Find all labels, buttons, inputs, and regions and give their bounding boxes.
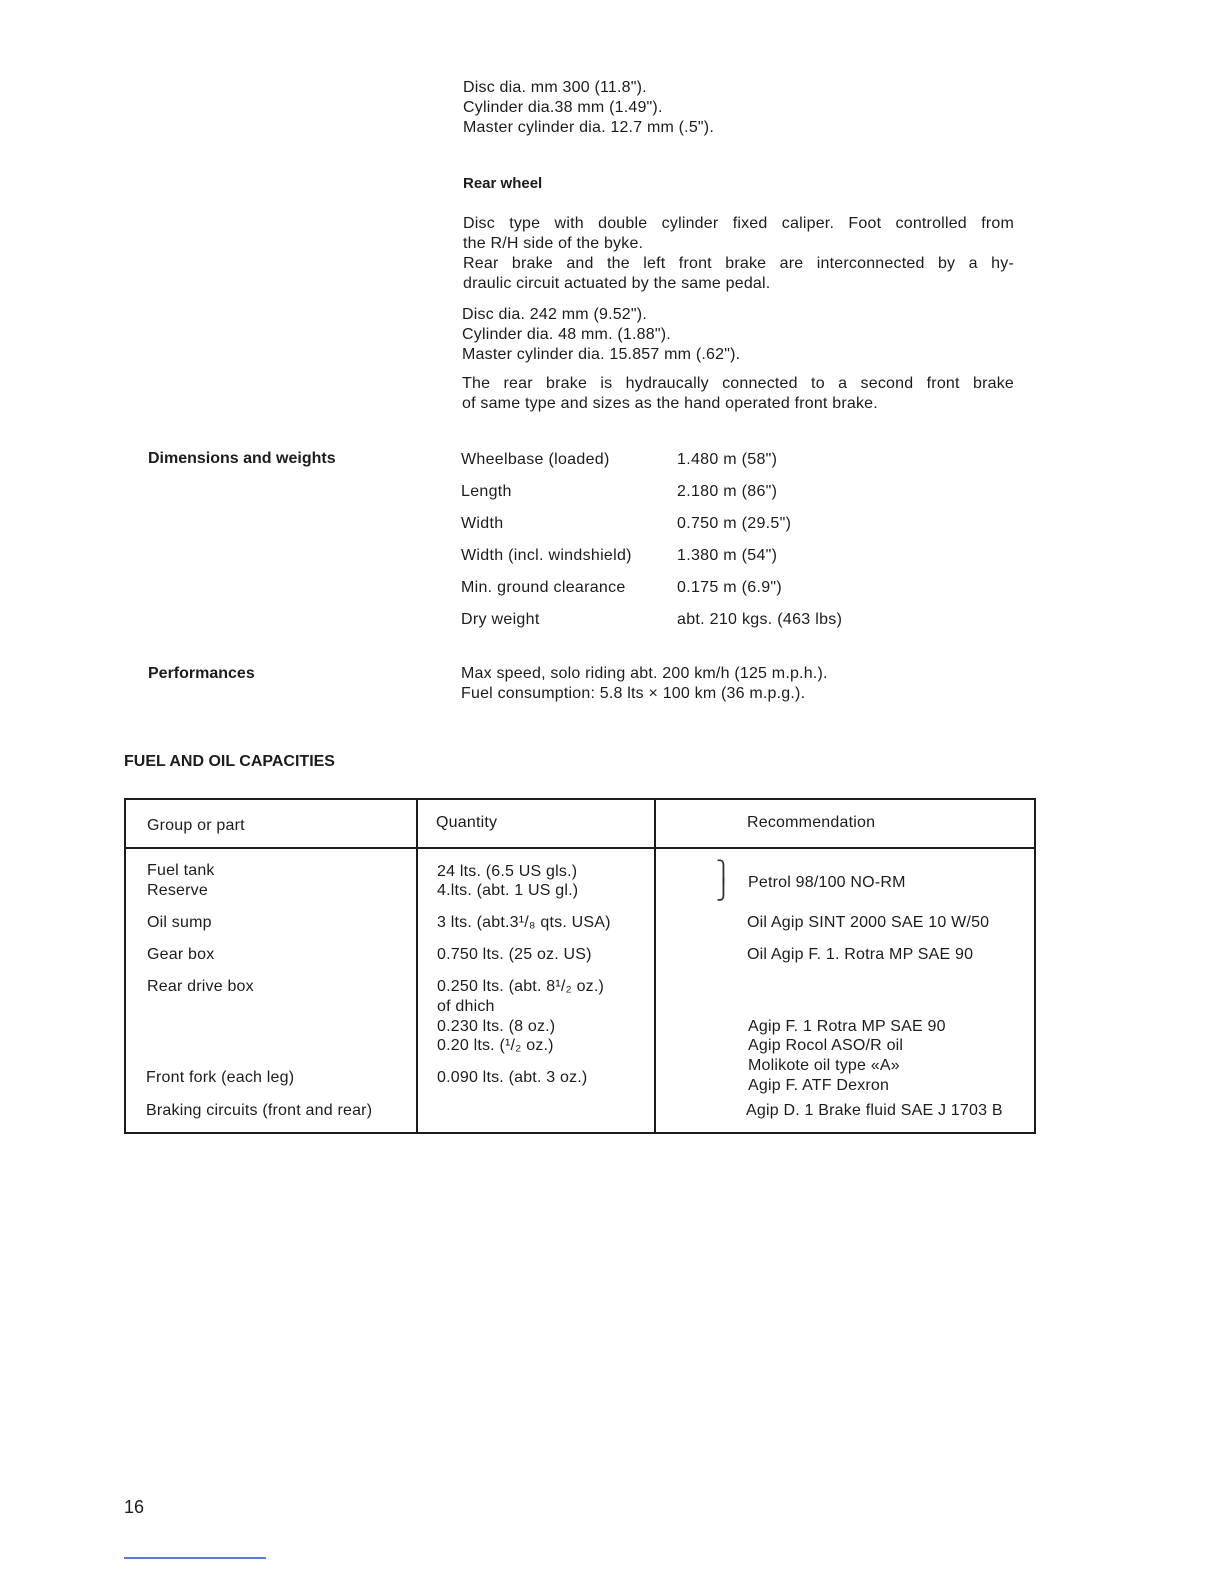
dimension-label: Min. ground clearance [461, 579, 626, 596]
recommendation-cell: Agip Rocol ASO/R oil [748, 1037, 904, 1054]
paragraph-line: of same type and sizes as the hand operated front brake. [462, 395, 878, 412]
rear-wheel-spec-line: Master cylinder dia. 15.857 mm (.62"). [462, 346, 741, 363]
rear-wheel-spec-line: Cylinder dia. 48 mm. (1.88"). [462, 326, 671, 343]
column-header-quantity: Quantity [436, 814, 498, 831]
front-disc-spec-line: Cylinder dia.38 mm (1.49"). [463, 99, 663, 116]
dimension-value: abt. 210 kgs. (463 lbs) [677, 611, 843, 628]
recommendation-cell: Molikote oil type «A» [748, 1057, 900, 1074]
rear-wheel-specs [462, 305, 740, 365]
quantity-cell: 3 lts. (abt.3¹/₈ qts. USA) [437, 914, 611, 931]
dimension-value: 2.180 m (86") [677, 483, 778, 500]
quantity-cell: 0.750 lts. (25 oz. US) [437, 946, 592, 963]
quantity-cell: 0.250 lts. (abt. 8¹/₂ oz.) [437, 978, 605, 995]
dimension-label: Dry weight [461, 611, 540, 628]
part-cell: Braking circuits (front and rear) [146, 1102, 373, 1119]
header-divider [126, 847, 1034, 849]
quantity-cell: 0.090 lts. (abt. 3 oz.) [437, 1069, 588, 1086]
part-cell: Reserve [147, 882, 208, 899]
dimension-value: 1.380 m (54") [677, 547, 778, 564]
footer-rule [124, 1557, 266, 1559]
capacities-heading: FUEL AND OIL CAPACITIES [124, 753, 335, 770]
page-number: 16 [124, 1497, 145, 1517]
performances-heading: Performances [148, 665, 255, 682]
dimension-value: 1.480 m (58") [677, 451, 778, 468]
quantity-cell: of dhich [437, 998, 495, 1015]
recommendation-cell: Agip D. 1 Brake fluid SAE J 1703 B [746, 1102, 1003, 1119]
dimension-label: Wheelbase (loaded) [461, 451, 610, 468]
part-cell: Fuel tank [147, 862, 215, 879]
quantity-cell: 0.20 lts. (¹/₂ oz.) [437, 1037, 554, 1054]
paragraph-line: Rear brake and the left front brake are interconnected by a hy- [463, 255, 1014, 272]
paragraph-line: draulic circuit actuated by the same pedal. [463, 275, 771, 292]
dimension-value: 0.750 m (29.5") [677, 515, 792, 532]
front-disc-spec-line: Disc dia. mm 300 (11.8"). [463, 79, 647, 96]
dimension-value: 0.175 m (6.9") [677, 579, 783, 596]
front-disc-spec-line: Master cylinder dia. 12.7 mm (.5"). [463, 119, 714, 136]
rear-wheel-spec-line: Disc dia. 242 mm (9.52"). [462, 306, 647, 323]
dimensions-heading: Dimensions and weights [148, 450, 336, 467]
part-cell: Oil sump [147, 914, 212, 931]
front-disc-specs [463, 78, 714, 138]
quantity-cell: 24 lts. (6.5 US gls.) [437, 863, 578, 880]
rear-wheel-heading: Rear wheel [463, 175, 543, 192]
dimension-label: Width [461, 515, 504, 532]
brace-icon: ⎫ ⎭ [716, 859, 731, 901]
column-divider [654, 800, 656, 1132]
dimension-label: Width (incl. windshield) [461, 547, 632, 564]
paragraph-line: Disc type with double cylinder fixed caliper. Foot controlled from [463, 215, 1014, 232]
part-cell: Gear box [147, 946, 215, 963]
recommendation-cell: Oil Agip F. 1. Rotra MP SAE 90 [747, 946, 974, 963]
column-header-recommendation: Recommendation [747, 814, 876, 831]
part-cell: Front fork (each leg) [146, 1069, 295, 1086]
performance-line: Fuel consumption: 5.8 lts × 100 km (36 m.p.g.). [461, 685, 806, 702]
column-header-group: Group or part [147, 817, 245, 834]
part-cell: Rear drive box [147, 978, 254, 995]
recommendation-cell: Petrol 98/100 NO-RM [748, 874, 906, 891]
recommendation-cell: Agip F. ATF Dexron [748, 1077, 890, 1094]
rear-brake-note [462, 374, 1014, 414]
quantity-cell: 4.lts. (abt. 1 US gl.) [437, 882, 579, 899]
dimension-label: Length [461, 483, 512, 500]
performance-line: Max speed, solo riding abt. 200 km/h (125 m.p.h.). [461, 665, 828, 682]
performances-text [461, 664, 828, 704]
column-divider [416, 800, 418, 1132]
rear-wheel-paragraph [463, 214, 1014, 294]
recommendation-cell: Agip F. 1 Rotra MP SAE 90 [748, 1018, 946, 1035]
paragraph-line: the R/H side of the byke. [463, 235, 644, 252]
paragraph-line: The rear brake is hydraucally connected to a second front brake [462, 375, 1014, 392]
recommendation-cell: Oil Agip SINT 2000 SAE 10 W/50 [747, 914, 990, 931]
quantity-cell: 0.230 lts. (8 oz.) [437, 1018, 556, 1035]
